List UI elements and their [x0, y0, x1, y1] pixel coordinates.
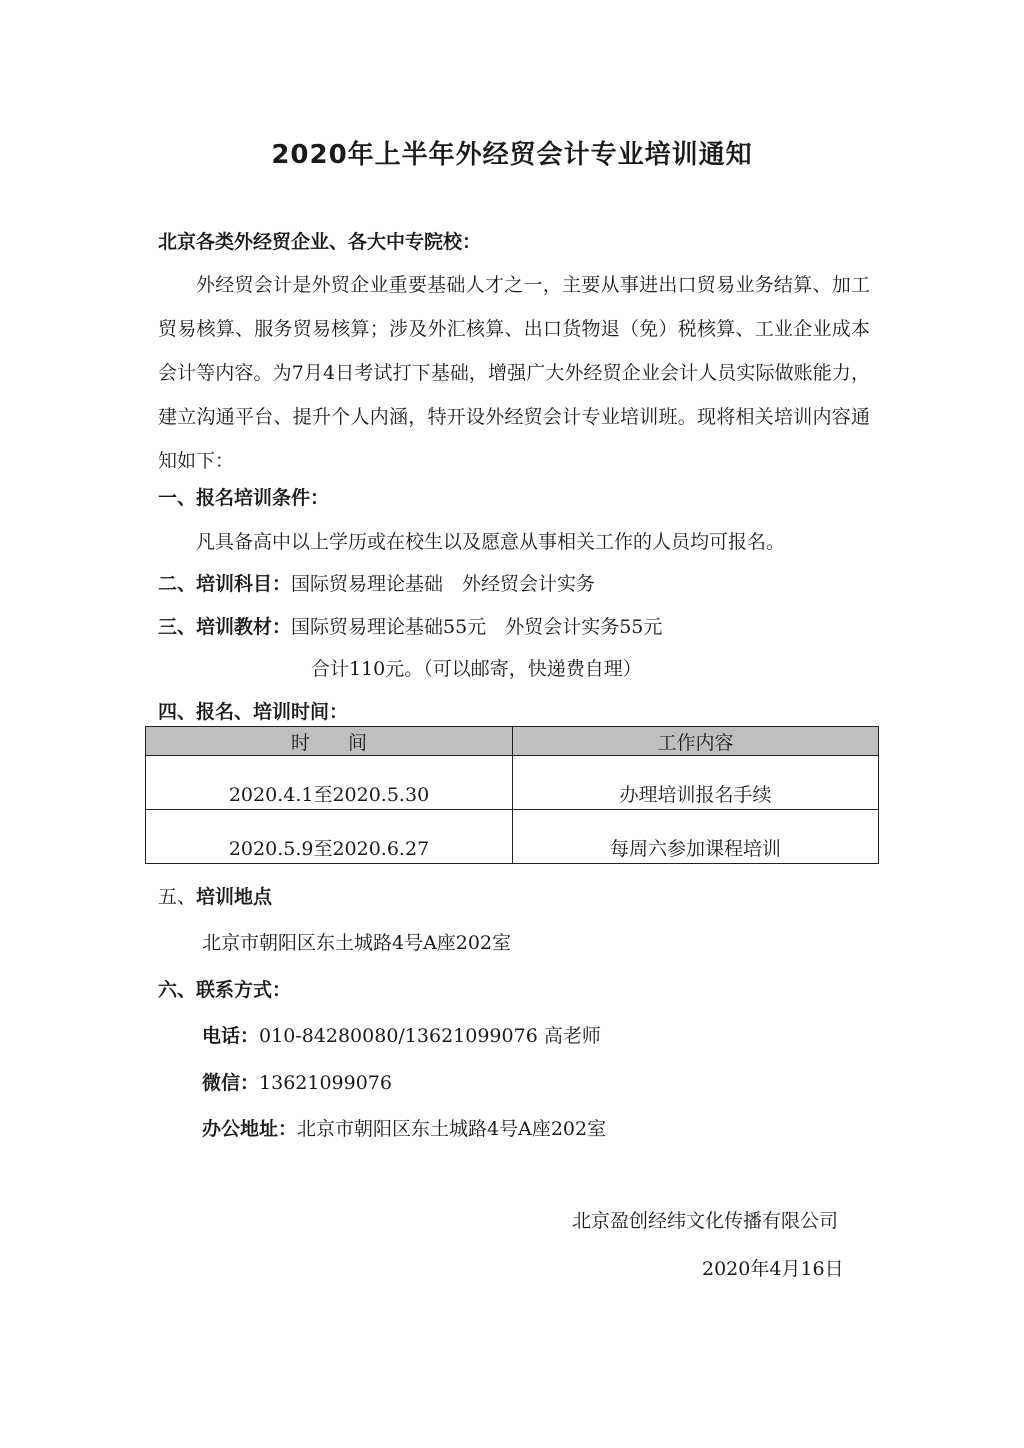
section1-text: 凡具备高中以上学历或在校生以及愿意从事相关工作的人员均可报名。: [196, 531, 786, 553]
phone-value: 010-84280080/13621099076 高老师: [259, 1025, 601, 1047]
office-label: 办公地址：: [202, 1118, 298, 1140]
table-cell-content: 办理培训报名手续: [513, 756, 879, 810]
page-title: 2020年上半年外经贸会计专业培训通知: [271, 140, 753, 170]
phone-label: 电话：: [202, 1025, 260, 1047]
table-cell-content: 每周六参加课程培训: [513, 810, 879, 864]
schedule-table: [145, 726, 879, 864]
salutation: 北京各类外经贸企业、各大中专院校：: [158, 231, 482, 253]
table-header-row: [146, 727, 879, 756]
section2-heading: 二、培训科目：: [158, 573, 292, 595]
wechat-line: [202, 1070, 392, 1096]
section5-heading: 培训地点: [196, 886, 273, 908]
column-header-time: 时 间: [146, 727, 513, 756]
section2: [158, 571, 595, 597]
wechat-label: 微信：: [202, 1072, 260, 1094]
training-address: 北京市朝阳区东土城路4号A座202室: [202, 932, 512, 954]
section3: [158, 614, 662, 640]
section5-prefix: 五、: [158, 886, 197, 908]
section4-heading: 四、报名、培训时间：: [158, 701, 349, 723]
table-row: [146, 810, 879, 864]
section1-heading: 一、报名培训条件：: [158, 487, 330, 509]
section2-text: 国际贸易理论基础 外经贸会计实务: [291, 573, 596, 595]
section5: [158, 884, 272, 910]
table-cell-time: 2020.4.1至2020.5.30: [146, 756, 513, 810]
section6-heading: 六、联系方式：: [158, 979, 292, 1001]
phone-line: [202, 1023, 601, 1049]
office-line: [202, 1116, 606, 1142]
intro-paragraph: 外经贸会计是外贸企业重要基础人才之一，主要从事进出口贸易业务结算、加工贸易核算、服务贸易核算；涉及外汇核算、出口货物退（免）税核算、工业企业成本会计等内容。为7月4日考试打下基础，增强广大外经贸企业会计人员实际做账能力，建立沟通平台、提升个人内涵，特开设外经贸会计专业培训班。现将相关培训内容通知如下：: [158, 274, 870, 472]
section3-total: 合计110元。（可以邮寄，快递费自理）: [311, 658, 642, 680]
wechat-value: 13621099076: [259, 1072, 392, 1094]
table-row: [146, 756, 879, 810]
table-cell-time: 2020.5.9至2020.6.27: [146, 810, 513, 864]
column-header-content: 工作内容: [513, 727, 879, 756]
section3-text: 国际贸易理论基础55元 外贸会计实务55元: [291, 616, 663, 638]
office-value: 北京市朝阳区东土城路4号A座202室: [297, 1118, 607, 1140]
signature-company: 北京盈创经纬文化传播有限公司: [572, 1210, 839, 1232]
section3-heading: 三、培训教材：: [158, 616, 292, 638]
signature-date: 2020年4月16日: [702, 1258, 844, 1280]
